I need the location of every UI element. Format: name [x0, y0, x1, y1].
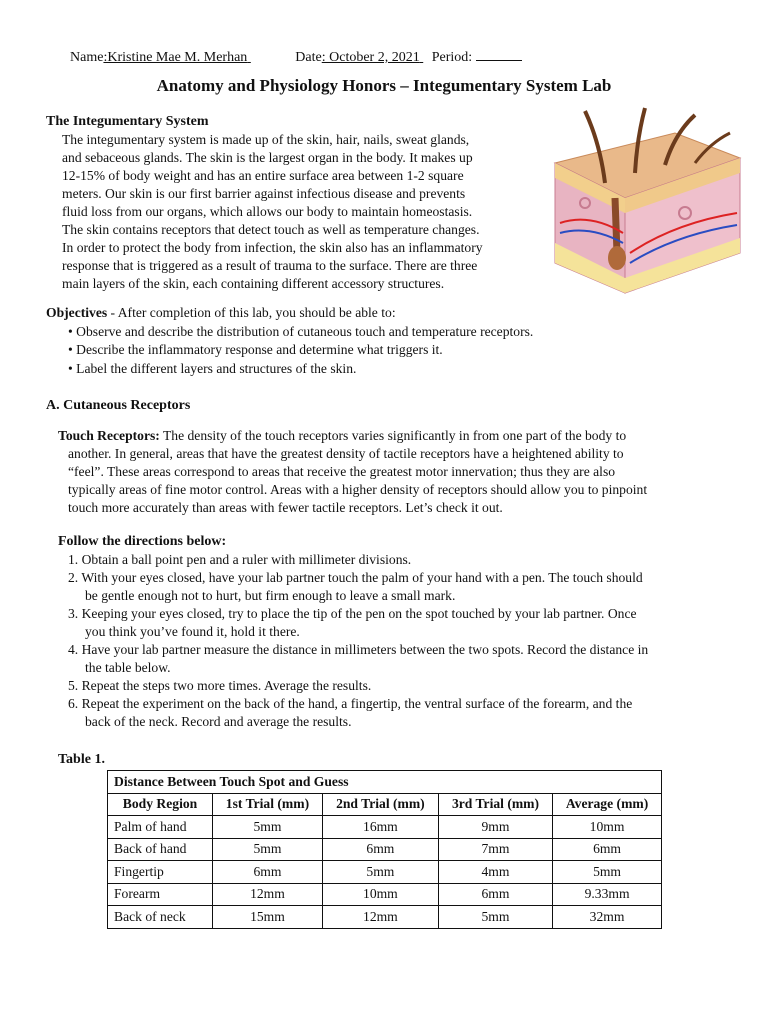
objectives-list — [46, 323, 746, 379]
column-header: 1st Trial (mm) — [213, 793, 323, 816]
intro-line: The skin contains receptors that detect touch as well as temperature changes. — [62, 222, 480, 237]
touch-line: typically areas of fine motor control. Areas with a higher density of receptors should allow you to pinpoint — [68, 482, 648, 497]
date-label: Date — [295, 50, 322, 65]
intro-line: main layers of the skin, each containing different accessory structures. — [62, 276, 445, 291]
integumentary-heading: The Integumentary System — [46, 114, 209, 129]
touch-receptors-paragraph — [58, 427, 718, 517]
date-value: : October 2, 2021 — [321, 50, 420, 65]
table-row: Back of neck 15mm 12mm 5mm 32mm — [108, 906, 662, 929]
list-item: 4. Have your lab partner measure the distance in millimeters between the two spots. Record the distance in the table below. — [68, 642, 649, 675]
list-item: 1. Obtain a ball point pen and a ruler with millimeter divisions. — [68, 552, 412, 567]
column-header: 2nd Trial (mm) — [322, 793, 438, 816]
list-item: 3. Keeping your eyes closed, try to place the tip of the pen on the spot touched by your lab partner. Once you think you’ve found it, hold it there. — [68, 606, 637, 639]
list-item: 5. Repeat the steps two more times. Average the results. — [68, 678, 372, 693]
touch-text: The density of the touch receptors varies significantly in from one part of the body to — [159, 428, 627, 443]
list-item: • Describe the inflammatory response and determine what triggers it. — [68, 341, 746, 360]
intro-line: fluid loss from our organs, which allows our body to maintain homeostasis. — [62, 204, 473, 219]
date-underline — [420, 50, 432, 66]
table-row: Back of hand 5mm 6mm 7mm 6mm — [108, 838, 662, 861]
table-caption: Distance Between Touch Spot and Guess — [108, 771, 662, 794]
column-header: 3rd Trial (mm) — [438, 793, 552, 816]
objectives-section — [46, 304, 746, 378]
intro-line: In order to protect the body from infection, the skin also has an inflammatory — [62, 240, 483, 255]
touch-line: touch more accurately than areas with fewer tactile receptors. Let’s check it out. — [68, 500, 503, 515]
intro-line: The integumentary system is made up of the skin, hair, nails, sweat glands, — [62, 132, 470, 147]
intro-line: 12-15% of body weight and has an entire surface area between 1-2 square — [62, 168, 464, 183]
table-label: Table 1. — [58, 752, 105, 767]
list-item: • Observe and describe the distribution of cutaneous touch and temperature receptors. — [68, 323, 746, 342]
intro-line: response that is triggered as a result of trauma to the surface. There are three — [62, 258, 478, 273]
touch-line: “feel”. These areas correspond to areas that receive the greatest motor innervation; thus they are also — [68, 464, 616, 479]
touch-label: Touch Receptors: — [58, 428, 160, 443]
section-a-heading: A. Cutaneous Receptors — [46, 398, 191, 413]
page-title: Anatomy and Physiology Honors – Integumentary System Lab — [156, 76, 612, 95]
column-header: Average (mm) — [553, 793, 662, 816]
list-item: 2. With your eyes closed, have your lab partner touch the palm of your hand with a pen. The touch should be gentle enough not to hurt, but firm enough to leave a small mark. — [68, 570, 643, 603]
directions-list — [68, 551, 718, 731]
list-item: 6. Repeat the experiment on the back of the hand, a fingertip, the ventral surface of the forearm, and the back of the neck. Record and average the results. — [68, 696, 633, 729]
touch-distance-table — [107, 770, 662, 929]
name-label: Name — [70, 50, 104, 65]
student-header — [70, 48, 522, 66]
objectives-intro: - After completion of this lab, you should be able to: — [107, 305, 396, 320]
intro-line: and sebaceous glands. The skin is the largest organ in the body. It makes up — [62, 150, 473, 165]
table-row: Forearm 12mm 10mm 6mm 9.33mm — [108, 883, 662, 906]
skin-cross-section-illustration — [545, 103, 745, 301]
name-value: :Kristine Mae M. Merhan — [103, 50, 248, 65]
table-row: Fingertip 6mm 5mm 4mm 5mm — [108, 861, 662, 884]
period-blank — [476, 48, 522, 61]
objectives-label: Objectives — [46, 305, 108, 320]
list-item: • Label the different layers and structures of the skin. — [68, 360, 746, 379]
integumentary-paragraph — [62, 131, 532, 293]
period-label: Period: — [431, 50, 473, 65]
touch-line: another. In general, areas that have the greatest density of tactile receptors have a heightened ability to — [68, 446, 624, 461]
table-row: Palm of hand 5mm 16mm 9mm 10mm — [108, 816, 662, 839]
column-header: Body Region — [108, 793, 213, 816]
directions-heading: Follow the directions below: — [58, 534, 227, 549]
name-underline — [247, 50, 295, 66]
intro-line: meters. Our skin is our first barrier against infectious disease and prevents — [62, 186, 466, 201]
